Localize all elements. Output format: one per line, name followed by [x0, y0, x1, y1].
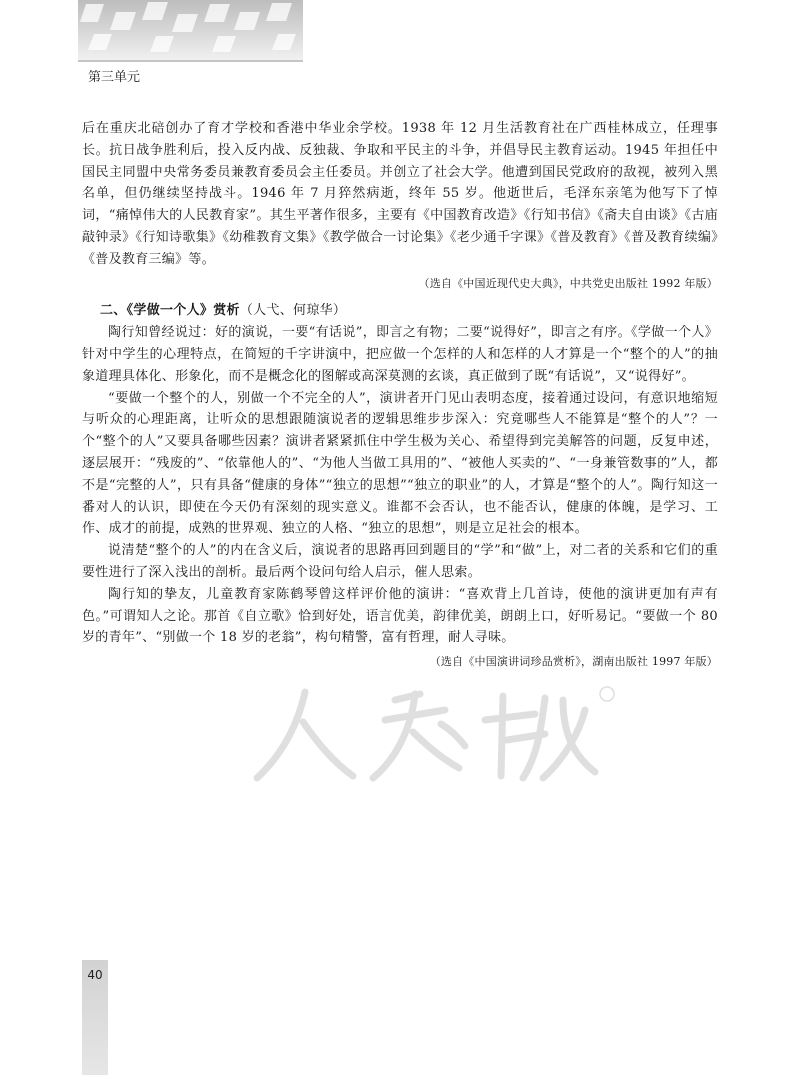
header-decoration [78, 0, 303, 62]
publisher-watermark [245, 680, 625, 790]
biography-paragraph: 后在重庆北碚创办了育才学校和香港中华业余学校。1938 年 12 月生活教育社在广西桂林成立，任理事长。抗日战争胜利后，投入反内战、反独裁、争取和平民主的斗争，并倡导民主教育运动。1945 年担任中国民主同盟中央常务委员兼教育委员会主任委员。并创立了社会大学。他遭到国民党政府的敌视，被列入黑名单，但仍继续坚持战斗。1946 年 7 月猝然病逝，终年 55 岁。他逝世后，毛泽东亲笔为他写下了悼词，“痛悼伟大的人民教育家”。其生平著作很多，主要有《中国教育改造》《行知书信》《斋夫自由谈》《古庙敲钟录》《行知诗歌集》《幼稚教育文集》《教学做合一讨论集》《老少通千字课》《普及教育》《普及教育续编》《普及教育三编》等。 [82, 121, 718, 267]
section-authors: （人弋、何琼华） [239, 303, 347, 319]
source-citation: （选自《中国近现代史大典》，中共党史出版社 1992 年版） [418, 276, 718, 290]
source-citation: （选自《中国演讲词珍品赏析》，湖南出版社 1997 年版） [429, 655, 718, 669]
body-paragraph: “要做一个整个的人，别做一个不完全的人”，演讲者开门见山表明态度，接着通过设问，有意识地缩短与听众的心理距离，让听众的思想跟随演说者的逻辑思维步步深入：究竟哪些人不能算是“整个的人”？一个“整个的人”又要具备哪些因素？演讲者紧紧抓住中学生极为关心、希望得到完美解答的问题，反复申述，逐层展开：“残废的”、“依靠他人的”、“为他人当做工具用的”、“被他人买卖的”、“一身兼管数事的”人，都不是“完整的人”，只有具备“健康的身体”“独立的思想”“独立的职业”的人，才算是“整个的人”。陶行知这一番对人的认识，即使在今天仍有深刻的现实意义。谁都不会否认，也不能否认，健康的体魄，是学习、工作、成才的前提，成熟的世界观、独立的人格、“独立的思想”，则是立足社会的根本。 [82, 390, 718, 537]
body-paragraph: 陶行知曾经说过：好的演说，一要“有话说”，即言之有物；二要“说得好”，即言之有序。《学做一个人》针对中学生的心理特点，在简短的千字讲演中，把应做一个怎样的人和怎样的人才算是一个“整个的人”的抽象道理具体化、形象化，而不是概念化的图解或高深莫测的玄谈，真正做到了既“有话说”，又“说得好”。 [82, 325, 718, 384]
body-paragraph: 陶行知的挚友，儿童教育家陈鹤琴曾这样评价他的演讲：“喜欢背上几首诗，使他的演讲更加有声有色。”可谓知人之论。那首《自立歌》恰到好处，语言优美，韵律优美，朗朗上口，好听易记。“要做一个 80 岁的青年”、“别做一个 18 岁的老翁”，构句精警，富有哲理，耐人寻味。 [82, 586, 718, 646]
section-heading [82, 300, 718, 322]
body-paragraph: 说清楚“整个的人”的内在含义后，演说者的思路再回到题目的“学”和“做”上，对二者的关系和它们的重要性进行了深入浅出的剖析。最后两个设问句给人启示，催人思索。 [82, 543, 718, 580]
unit-label: 第三单元 [88, 70, 141, 85]
section-title: 二、《学做一个人》赏析 [100, 303, 240, 319]
page-content [82, 118, 718, 679]
page-number: 40 [87, 968, 103, 982]
